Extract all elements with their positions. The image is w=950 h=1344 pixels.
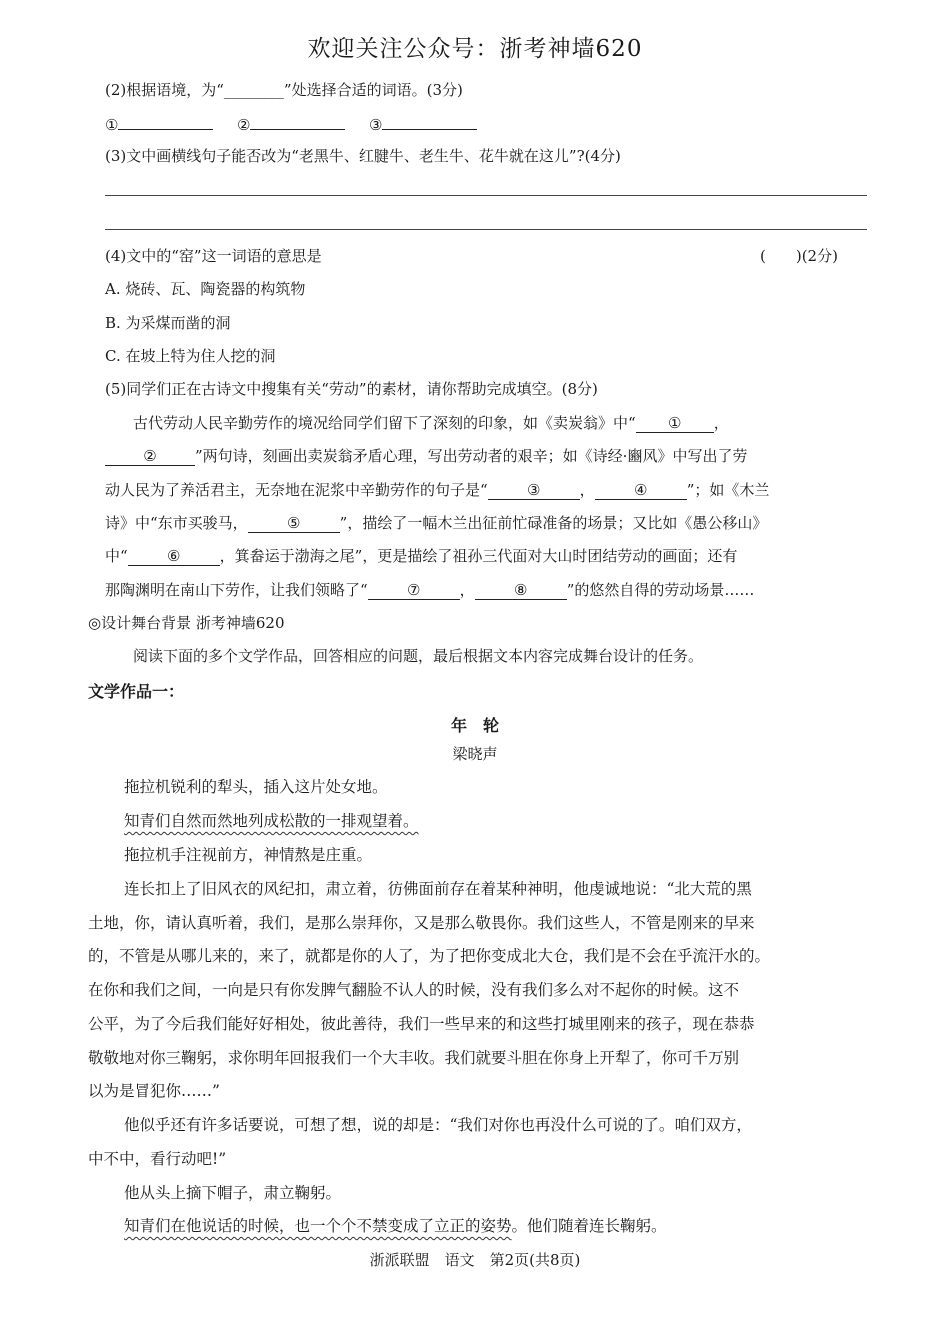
q5-text: ， xyxy=(713,414,729,432)
q5-text: ， xyxy=(459,581,475,599)
blank-3[interactable] xyxy=(382,113,477,130)
passage-p3: 拖拉机手注视前方，神情熬是庄重。 xyxy=(124,846,373,864)
fill-blank-3[interactable]: ③ xyxy=(488,481,580,500)
q2-blanks xyxy=(105,113,477,135)
fill-blank-5[interactable]: ⑤ xyxy=(248,514,340,533)
q5-text: ”两句诗，刻画出卖炭翁矛盾心理，写出劳动者的艰辛；如《诗经·豳风》中写出了劳 xyxy=(195,447,748,465)
fill-blank-2[interactable]: ② xyxy=(105,447,195,466)
passage-p5-line: 中不中，看行动吧!” xyxy=(88,1150,227,1168)
q5-line-2 xyxy=(105,446,747,466)
passage-p6: 他从头上摘下帽子，肃立鞠躬。 xyxy=(124,1184,342,1202)
q5-line-6 xyxy=(105,580,754,600)
q5-text: 动人民为了养活君主，无奈地在泥浆中辛勤劳作的句子是“ xyxy=(105,481,488,499)
work-1-author: 梁晓声 xyxy=(452,745,498,763)
passage-p4-line: 土地，你，请认真听着，我们，是那么崇拜你，又是那么敬畏你。我们这些人，不管是刚来的早来 xyxy=(88,914,755,932)
passage-p2-wavy: 知青们自然而然地列成松散的一排观望着。 xyxy=(124,812,419,830)
blank-3-label: ③ xyxy=(369,116,383,134)
answer-line-2[interactable] xyxy=(105,229,867,230)
q5-text: ”的悠然自得的劳动场景…… xyxy=(566,581,755,599)
q5-text: ”，描绘了一幅木兰出征前忙碌准备的场景；又比如《愚公移山》 xyxy=(339,514,768,532)
q5-text: 中“ xyxy=(105,547,128,565)
question-3: (3)文中画横线句子能否改为“老黑牛、红腱牛、老生牛、花牛就在这儿”?(4分) xyxy=(105,147,621,165)
q5-text: ”；如《木兰 xyxy=(686,481,770,499)
question-5: (5)同学们正在古诗文中搜集有关“劳动”的素材，请你帮助完成填空。(8分) xyxy=(105,380,598,398)
header-watermark: 欢迎关注公众号：浙考神墙620 xyxy=(307,36,643,62)
passage-p7-rest: 。他们随着连长鞠躬。 xyxy=(511,1217,667,1235)
q5-line-3 xyxy=(105,480,769,500)
passage-p4-line: 的，不管是从哪儿来的，来了，就都是你的人了，为了把你变成北大仓，我们是不会在乎流汗水的。 xyxy=(88,947,771,965)
section-instruction: 阅读下面的多个文学作品，回答相应的问题，最后根据文本内容完成舞台设计的任务。 xyxy=(133,647,704,665)
passage-p7-wavy: 知青们在他说话的时候，也一个个不禁变成了立正的姿势 xyxy=(124,1217,512,1235)
passage-p1: 拖拉机锐利的犁头，插入这片处女地。 xyxy=(124,778,388,796)
q5-text: 诗》中“东市买骏马， xyxy=(105,514,248,532)
option-b: B. 为采煤而凿的洞 xyxy=(105,314,231,332)
question-4: (4)文中的“窑”这一词语的意思是 xyxy=(105,247,322,265)
work-1-title: 年 轮 xyxy=(450,716,499,735)
passage-p4-line: 敬敬地对你三鞠躬，求你明年回报我们一个大丰收。我们就要斗胆在你身上开犁了，你可千万别 xyxy=(88,1049,740,1067)
option-c: C. 在坡上特为住人挖的洞 xyxy=(105,347,276,365)
passage-p4-line: 以为是冒犯你……” xyxy=(88,1082,220,1100)
fill-blank-6[interactable]: ⑥ xyxy=(128,547,220,566)
q5-text: ，箕畚运于渤海之尾”，更是描绘了祖孙三代面对大山时团结劳动的画面；还有 xyxy=(219,547,738,565)
passage-p4-line: 在你和我们之间，一向是只有你发脾气翻脸不认人的时候，没有我们多么对不起你的时候。这不 xyxy=(88,981,740,999)
fill-blank-4[interactable]: ④ xyxy=(595,481,687,500)
q5-text: 那陶渊明在南山下劳作，让我们领略了“ xyxy=(105,581,368,599)
fill-blank-1[interactable]: ① xyxy=(636,414,714,433)
q5-line-5 xyxy=(105,546,737,566)
question-2: (2)根据语境，为“________”处选择合适的词语。(3分) xyxy=(105,81,463,99)
blank-1[interactable] xyxy=(118,113,213,130)
passage-p4-line: 连长扣上了旧风衣的风纪扣，肃立着，彷佛面前存在着某种神明，他虔诚地说：“北大荒的黑 xyxy=(124,880,752,898)
option-a: A. 烧砖、瓦、陶瓷器的构筑物 xyxy=(105,280,306,298)
fill-blank-8[interactable]: ⑧ xyxy=(475,581,567,600)
work-1-label: 文学作品一： xyxy=(88,682,185,701)
passage-p4-line: 公平，为了今后我们能好好相处，彼此善待，我们一些早来的和这些打城里刚来的孩子，现在恭恭 xyxy=(88,1015,755,1033)
q5-line-1 xyxy=(133,413,729,433)
q5-text: 古代劳动人民辛勤劳作的境况给同学们留下了深刻的印象，如《卖炭翁》中“ xyxy=(133,414,636,432)
section-heading: ◎设计舞台背景 浙考神墙620 xyxy=(88,614,285,632)
page-footer: 浙派联盟 语文 第2页(共8页) xyxy=(369,1251,581,1269)
passage-p5-line: 他似乎还有许多话要说，可想了想，说的却是：“我们对你也再没什么可说的了。咱们双方， xyxy=(124,1116,752,1134)
fill-blank-7[interactable]: ⑦ xyxy=(368,581,460,600)
passage-p7 xyxy=(124,1216,667,1236)
blank-2-label: ② xyxy=(237,116,251,134)
blank-1-label: ① xyxy=(105,116,119,134)
question-4-score: ( )(2分) xyxy=(760,247,838,265)
answer-line-1[interactable] xyxy=(105,195,867,196)
q5-text: ， xyxy=(579,481,595,499)
blank-2[interactable] xyxy=(250,113,345,130)
q5-line-4 xyxy=(105,513,767,533)
